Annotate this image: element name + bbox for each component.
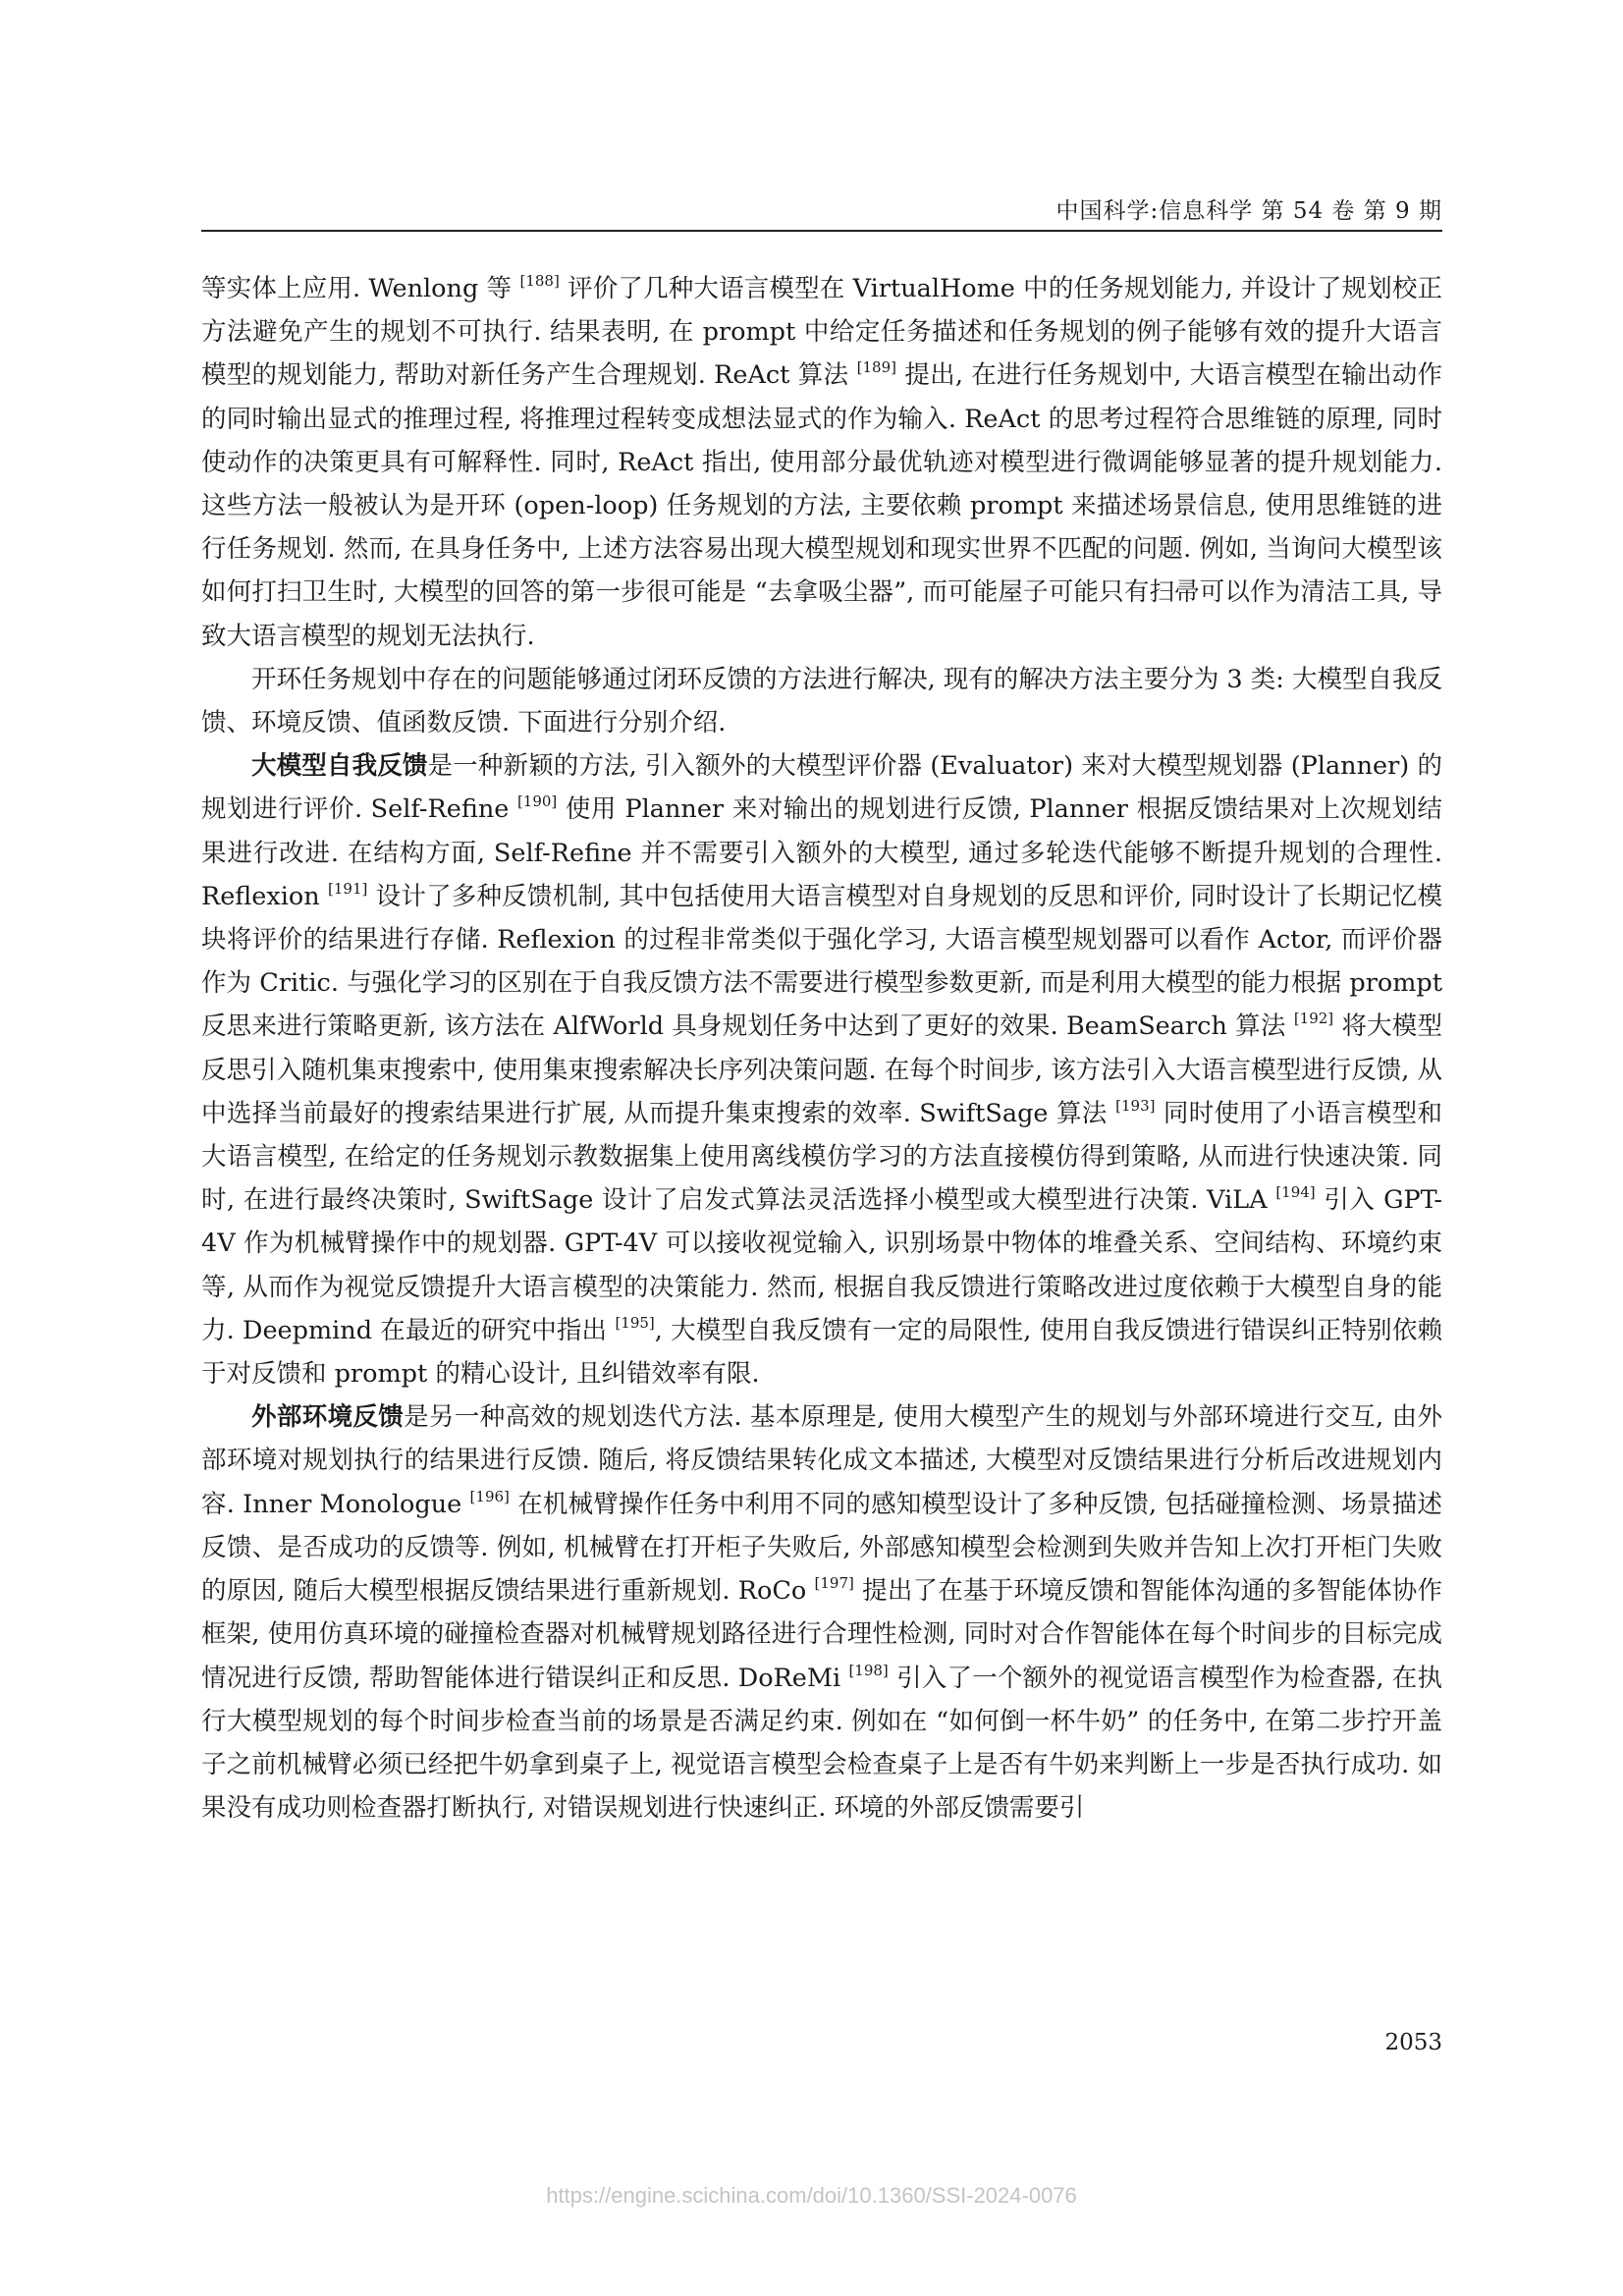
citation[interactable]: [196] <box>469 1487 510 1505</box>
citation[interactable]: [189] <box>856 358 896 377</box>
citation[interactable]: [194] <box>1275 1183 1316 1202</box>
citation[interactable]: [190] <box>516 793 558 811</box>
text-span: 提出, 在进行任务规划中, 大语言模型在输出动作的同时输出显式的推理过程, 将推理过程转变成想法显式的作为输入. ReAct 的思考过程符合思维链的原理, 同时使动作的决策更具有可解释性. 同时, ReAct 指出, 使用部分最优轨迹对模型进行微调能够显著的提升规划能力. 这些方法一般被认为是开环 (open-loop) 任务规划的方法, 主要依赖 prompt 来描述场景信息, 使用思维链的进行任务规划. 然而, 在具身任务中, 上述方法容易出现大模型规划和现实世界不匹配的问题. 例如, 当询问大模型该如何打扫卫生时, 大模型的回答的第一步很可能是 “去拿吸尘器”, 而可能屋子可能只有扫帚可以作为清洁工具, 导致大语言模型的规划无法执行. <box>201 360 1442 651</box>
page-number: 2053 <box>1384 2030 1442 2055</box>
text-span: 设计了多种反馈机制, 其中包括使用大语言模型对自身规划的反思和评价, 同时设计了长期记忆模块将评价的结果进行存储. Reflexion 的过程非常类似于强化学习, 大语言模型规划器可以看作 Actor, 而评价器作为 Critic. 与强化学习的区别在于自我反馈方法不需要进行模型参数更新, 而是利用大模型的能力根据 prompt 反思来进行策略更新, 该方法在 AlfWorld 具身规划任务中达到了更好的效果. BeamSearch 算法 <box>201 881 1443 1042</box>
text-span: 是另一种高效的规划迭代方法. 基本原理是, 使用大模型产生的规划与外部环境进行交互, 由外部环境对规划执行的结果进行反馈. 随后, 将反馈结果转化成文本描述, 大模型对反馈结果进行分析后改进规划内容. Inner Monologue <box>201 1402 1442 1519</box>
citation[interactable]: [198] <box>848 1661 889 1679</box>
text-span: , 大模型自我反馈有一定的局限性, 使用自我反馈进行错误纠正特别依赖于对反馈和 prompt 的精心设计, 且纠错效率有限. <box>201 1315 1442 1390</box>
citation[interactable]: [188] <box>519 272 560 290</box>
citation[interactable]: [197] <box>814 1574 854 1593</box>
paragraph-1 <box>201 267 1442 658</box>
text-span: 将大模型反思引入随机集束搜索中, 使用集束搜索解决长序列决策问题. 在每个时间步, 该方法引入大语言模型进行反馈, 从中选择当前最好的搜索结果进行扩展, 从而提升集束搜索的效率. SwiftSage 算法 <box>201 1011 1442 1128</box>
term-self-feedback: 大模型自我反馈 <box>251 751 428 782</box>
text-span: 等实体上应用. Wenlong 等 <box>201 274 520 303</box>
text-span: 引入 GPT-4V 作为机械臂操作中的规划器. GPT-4V 可以接收视觉输入, 识别场景中物体的堆叠关系、空间结构、环境约束等, 从而作为视觉反馈提升大语言模型的决策能力. 然而, 根据自我反馈进行策略改进过度依赖于大模型自身的能力. Deepmind 在最近的研究中指出 <box>201 1185 1442 1345</box>
citation[interactable]: [193] <box>1115 1096 1156 1115</box>
footer-url-watermark: https://engine.scichina.com/doi/10.1360/SSI-2024-0076 <box>546 2183 1077 2208</box>
text-span: 是一种新颖的方法, 引入额外的大模型评价器 (Evaluator) 来对大模型规划器 (Planner) 的规划进行评价. Self-Refine <box>201 751 1442 825</box>
paragraph-3 <box>201 744 1442 1395</box>
text-span: 在机械臂操作任务中利用不同的感知模型设计了多种反馈, 包括碰撞检测、场景描述反馈、是否成功的反馈等. 例如, 机械臂在打开柜子失败后, 外部感知模型会检测到失败并告知上次打开柜门失败的原因, 随后大模型根据反馈结果进行重新规划. RoCo <box>201 1489 1442 1607</box>
paragraph-4 <box>201 1395 1442 1830</box>
text-span: 提出了在基于环境反馈和智能体沟通的多智能体协作框架, 使用仿真环境的碰撞检查器对机械臂规划路径进行合理性检测, 同时对合作智能体在每个时间步的目标完成情况进行反馈, 帮助智能体进行错误纠正和反思. DoReMi <box>201 1576 1442 1693</box>
citation[interactable]: [192] <box>1293 1010 1334 1028</box>
running-header <box>201 187 1442 232</box>
text-span: 使用 Planner 来对输出的规划进行反馈, Planner 根据反馈结果对上次规划结果进行改进. 在结构方面, Self-Refine 并不需要引入额外的大模型, 通过多轮迭代能够不断提升规划的合理性. Reflexion <box>201 794 1442 911</box>
citation[interactable]: [195] <box>615 1313 655 1332</box>
text-span: 评价了几种大语言模型在 VirtualHome 中的任务规划能力, 并设计了规划校正方法避免产生的规划不可执行. 结果表明, 在 prompt 中给定任务描述和任务规划的例子能够有效的提升大语言模型的规划能力, 帮助对新任务产生合理规划. ReAct 算法 <box>201 274 1443 391</box>
journal-header: 中国科学:信息科学 第 54 卷 第 9 期 <box>1055 198 1442 224</box>
text-span: 开环任务规划中存在的问题能够通过闭环反馈的方法进行解决, 现有的解决方法主要分为 3 类: 大模型自我反馈、环境反馈、值函数反馈. 下面进行分别介绍. <box>201 664 1442 738</box>
citation[interactable]: [191] <box>328 879 368 898</box>
term-environment-feedback: 外部环境反馈 <box>251 1402 405 1433</box>
text-span: 同时使用了小语言模型和大语言模型, 在给定的任务规划示教数据集上使用离线模仿学习的方法直接模仿得到策略, 从而进行快速决策. 同时, 在进行最终决策时, SwiftSage 设计了启发式算法灵活选择小模型或大模型进行决策. ViLA <box>201 1098 1442 1216</box>
body-text <box>201 267 1442 1830</box>
text-span: 引入了一个额外的视觉语言模型作为检查器, 在执行大模型规划的每个时间步检查当前的场景是否满足约束. 例如在 “如何倒一杯牛奶” 的任务中, 在第二步拧开盖子之前机械臂必须已经把牛奶拿到桌子上, 视觉语言模型会检查桌子上是否有牛奶来判断上一步是否执行成功. 如果没有成功则检查器打断执行, 对错误规划进行快速纠正. 环境的外部反馈需要引 <box>201 1663 1442 1824</box>
paragraph-2 <box>201 658 1442 744</box>
